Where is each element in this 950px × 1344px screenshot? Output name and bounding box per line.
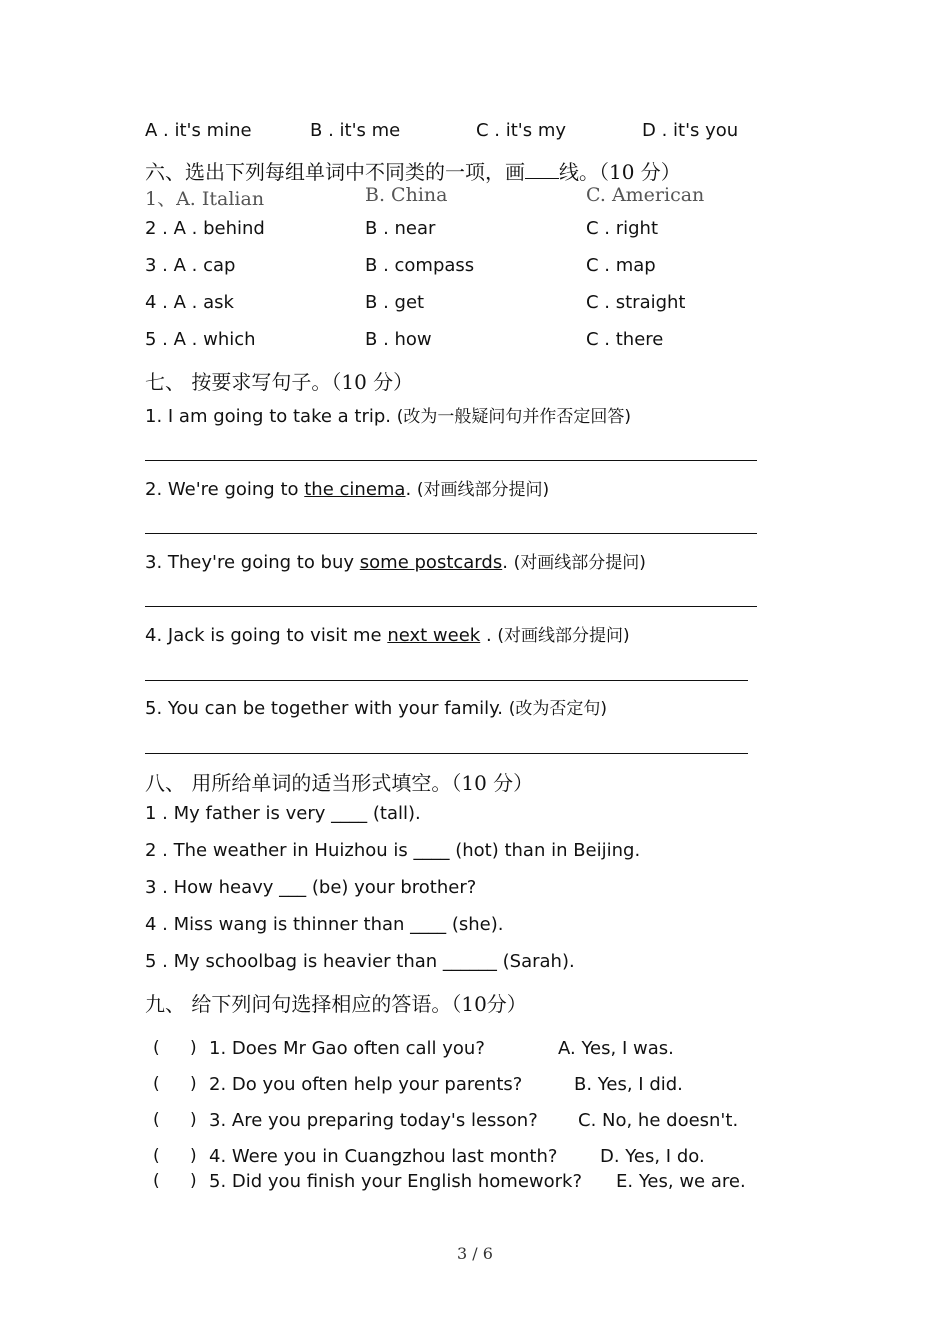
section9-title: 九、 给下列问句选择相应的答语。（10分） — [145, 992, 527, 1016]
s7-item2-post: . — [405, 479, 417, 500]
s7-item3-text: 3. They're going to buy — [145, 552, 360, 573]
s7-item4 — [145, 621, 630, 646]
s6-row3-a: 3 . A . cap — [145, 255, 236, 276]
s7-item3-note: (对画线部分提问) — [513, 553, 646, 573]
s6-row3-b: B . compass — [365, 255, 475, 276]
s9-question-1: 1. Does Mr Gao often call you? — [209, 1038, 485, 1059]
s7-item4-note: (对画线部分提问) — [497, 626, 630, 646]
answer-line-4[interactable] — [145, 680, 748, 681]
s7-item1 — [145, 402, 631, 427]
s6-row5-b: B . how — [365, 329, 432, 350]
s9-question-4: 4. Were you in Cuangzhou last month? — [209, 1146, 558, 1167]
option-c: C . it's my — [476, 120, 567, 141]
s7-item2 — [145, 475, 549, 500]
s6-row5-c: C . there — [586, 329, 664, 350]
s7-item1-text: 1. I am going to take a trip. — [145, 406, 397, 427]
s9-answer-2: B. Yes, I did. — [574, 1074, 683, 1095]
s9-bracket-close-4[interactable]: ) — [190, 1146, 197, 1166]
s7-item4-underlined: next week — [387, 625, 481, 646]
s6-row2-c: C . right — [586, 218, 659, 239]
s6-row2-a: 2 . A . behind — [145, 218, 265, 239]
s7-item5 — [145, 694, 607, 719]
s7-item4-post: . — [480, 625, 498, 646]
s6-row1-c: C. American — [586, 184, 705, 206]
option-a: A . it's mine — [145, 120, 252, 141]
answer-line-5[interactable] — [145, 753, 748, 754]
s9-bracket-open-1: ( — [153, 1038, 160, 1058]
s8-item4: 4 . Miss wang is thinner than ____ (she). — [145, 914, 504, 935]
s8-item3: 3 . How heavy ___ (be) your brother? — [145, 877, 477, 898]
s7-item2-note: (对画线部分提问) — [416, 480, 550, 500]
option-d: D . it's you — [642, 120, 739, 141]
s7-item1-note: (改为一般疑问句并作否定回答) — [396, 407, 632, 427]
s6-row1-b: B. China — [365, 184, 448, 206]
s9-answer-1: A. Yes, I was. — [558, 1038, 674, 1059]
s9-bracket-close-5[interactable]: ) — [190, 1171, 197, 1191]
answer-line-1[interactable] — [145, 460, 757, 461]
s6-row2-b: B . near — [365, 218, 436, 239]
s7-item3-post: . — [502, 552, 514, 573]
answer-line-2[interactable] — [145, 533, 757, 534]
s7-item4-text: 4. Jack is going to visit me — [145, 625, 388, 646]
s9-bracket-open-2: ( — [153, 1074, 160, 1094]
s9-bracket-close-3[interactable]: ) — [190, 1110, 197, 1130]
section7-title: 七、 按要求写句子。（10 分） — [145, 370, 414, 394]
s9-bracket-close-2[interactable]: ) — [190, 1074, 197, 1094]
s9-answer-3: C. No, he doesn't. — [578, 1110, 739, 1131]
s9-bracket-open-3: ( — [153, 1110, 160, 1130]
s9-bracket-open-4: ( — [153, 1146, 160, 1166]
s7-item3-underlined: some postcards — [359, 552, 503, 573]
s8-item1: 1 . My father is very ____ (tall). — [145, 803, 421, 824]
section6-title — [145, 156, 681, 185]
section8-title: 八、 用所给单词的适当形式填空。（10 分） — [145, 771, 534, 795]
answer-underline-gap — [525, 164, 559, 179]
s9-question-5: 5. Did you finish your English homework? — [209, 1171, 583, 1192]
s6-row4-a: 4 . A . ask — [145, 292, 234, 313]
s7-item2-text: 2. We're going to — [145, 479, 305, 500]
s9-question-2: 2. Do you often help your parents? — [209, 1074, 523, 1095]
s9-answer-5: E. Yes, we are. — [616, 1171, 746, 1192]
s9-bracket-close-1[interactable]: ) — [190, 1038, 197, 1058]
section6-title-before: 六、选出下列每组单词中不同类的一项，画 — [145, 160, 525, 184]
s7-item3 — [145, 548, 646, 573]
s9-question-3: 3. Are you preparing today's lesson? — [209, 1110, 538, 1131]
s7-item5-note: (改为否定句) — [508, 699, 607, 719]
s8-item5: 5 . My schoolbag is heavier than ______ (Sarah). — [145, 951, 575, 972]
s6-row4-c: C . straight — [586, 292, 686, 313]
s9-bracket-open-5: ( — [153, 1171, 160, 1191]
s7-item5-text: 5. You can be together with your family. — [145, 698, 509, 719]
s9-answer-4: D. Yes, I do. — [600, 1146, 705, 1167]
page-number: 3 / 6 — [457, 1244, 493, 1263]
answer-line-3[interactable] — [145, 606, 757, 607]
s8-item2: 2 . The weather in Huizhou is ____ (hot) than in Beijing. — [145, 840, 641, 861]
s6-row4-b: B . get — [365, 292, 425, 313]
option-b: B . it's me — [310, 120, 401, 141]
s6-row3-c: C . map — [586, 255, 656, 276]
s6-row5-a: 5 . A . which — [145, 329, 256, 350]
s6-row1-a: 1、A. Italian — [145, 188, 265, 210]
section6-title-after: 线。（10 分） — [559, 160, 681, 184]
s7-item2-underlined: the cinema — [304, 479, 406, 500]
